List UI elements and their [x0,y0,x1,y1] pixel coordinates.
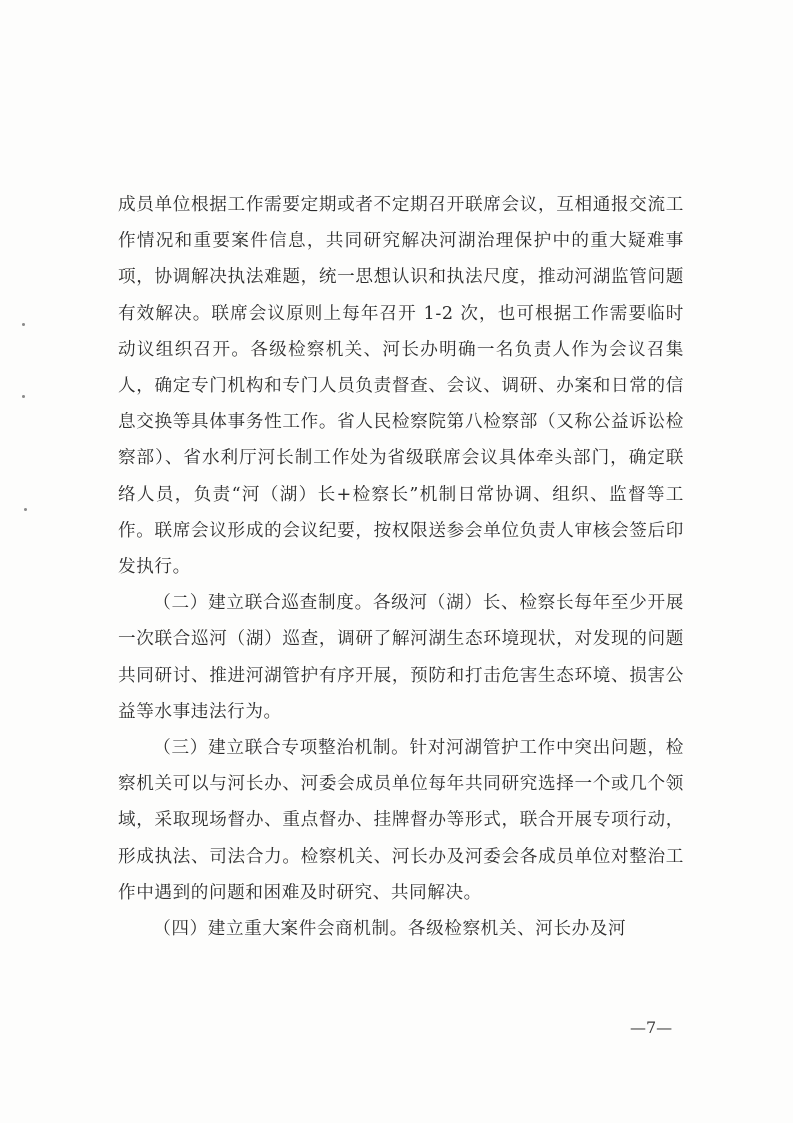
paragraph-major-case-consultation: （四）建立重大案件会商机制。各级检察机关、河长办及河 [153,919,627,940]
document-body [118,187,684,947]
paragraph-continued: 成员单位根据工作需要定期或者不定期召开联席会议，互相通报交流工作情况和重要案件信息，共同研究解决河湖治理保护中的重大疑难事项，协调解决执法难题，统一思想认识和执法尺度，推动河湖监管问题有效解决。联席会议原则上每年召开 1-2 次，也可根据工作需要临时动议组织召开。各级检察机关、河长办明确一名负责人作为会议召集人，确定专门机构和专门人员负责督查、会议、调研、办案和日常的信息交换等具体事务性工作。省人民检察院第八检察部（又称公益诉讼检察部）、省水利厅河长制工作处为省级联席会议具体牵头部门，确定联络人员，负责“河（湖）长+检察长”机制日常协调、组织、监督等工作。联席会议形成的会议纪要，按权限送参会单位负责人审核会签后印发执行。 [118,195,684,578]
page-number: —7— [630,1018,673,1037]
paragraph-special-rectification: （三）建立联合专项整治机制。针对河湖管护工作中突出问题，检察机关可以与河长办、河委会成员单位每年共同研究选择一个或几个领域，采取现场督办、重点督办、挂牌督办等形式，联合开展专项行动，形成执法、司法合力。检察机关、河长办及河委会各成员单位对整治工作中遇到的问题和困难及时研究、共同解决。 [118,738,684,903]
binding-hole-mark [22,323,25,326]
binding-hole-mark [22,395,25,398]
binding-hole-mark [24,508,27,511]
paragraph-joint-inspection: （二）建立联合巡查制度。各级河（湖）长、检察长每年至少开展一次联合巡河（湖）巡查，调研了解河湖生态环境现状，对发现的问题共同研讨、推进河湖管护有序开展，预防和打击危害生态环境、损害公益等水事违法行为。 [118,593,684,722]
